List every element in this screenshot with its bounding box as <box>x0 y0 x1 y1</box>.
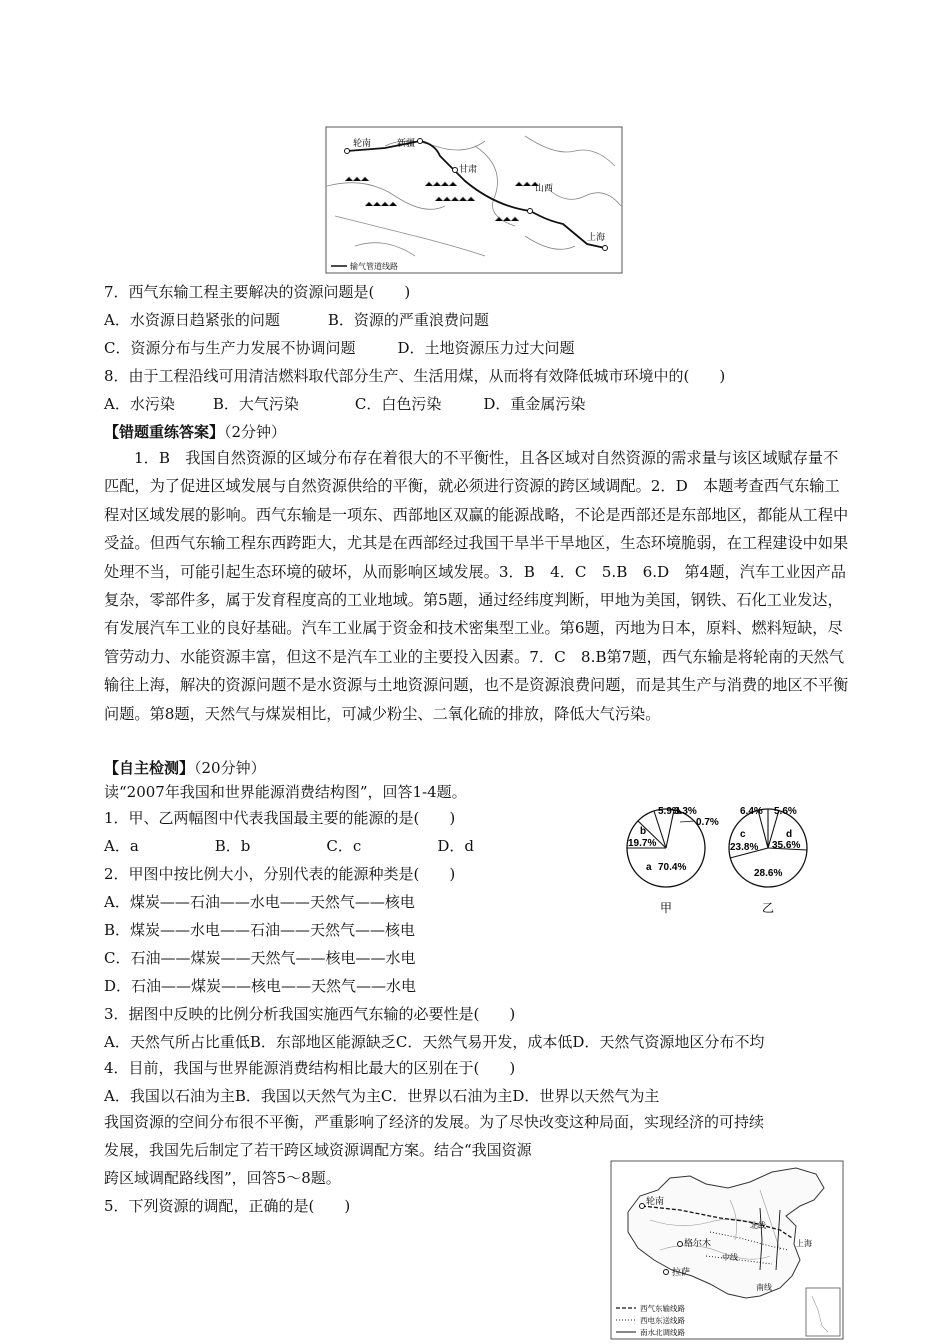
map2-label-shanghai: 上海 <box>796 1239 812 1248</box>
q3-options: A．天然气所占比重低B．东部地区能源缺乏C．天然气易开发，成本低D．天然气资源地区分布不均 <box>104 1033 765 1051</box>
q7-option-c: C．资源分布与生产力发展不协调问题 <box>104 339 356 357</box>
q2-option-d: D．石油——煤炭——核电——天然气——水电 <box>104 977 417 995</box>
map2-label-geermu: 格尔木 <box>684 1238 712 1248</box>
map1-label-shanghai: 上海 <box>587 232 606 242</box>
q1-option-b: B．b <box>214 837 251 855</box>
pie-yi-pct-2: 5.6% <box>774 806 797 817</box>
self-test-heading: 【自主检测】 <box>104 759 195 777</box>
map2-label-lunnan: 轮南 <box>646 1196 665 1206</box>
pie-yi-pct-4: 35.6% <box>772 840 801 851</box>
self-test-time: （20分钟） <box>194 759 266 777</box>
energy-pie-charts <box>622 790 817 920</box>
pie-yi-title: 乙 <box>762 901 775 915</box>
pie-yi-pct-5: 28.6% <box>754 868 783 879</box>
q5-stem: 5．下列资源的调配，正确的是( ) <box>104 1197 351 1215</box>
resource-transfer-map <box>610 1160 844 1340</box>
map1-label-gansu: 甘肃 <box>459 164 478 174</box>
q8-option-d: D．重金属污染 <box>483 395 586 413</box>
q1-stem: 1．甲、乙两幅图中代表我国最主要的能源的是( ) <box>104 809 456 827</box>
map2-legend-water: 南水北调线路 <box>640 1328 685 1337</box>
q2-option-c: C．石油——煤炭——天然气——核电——水电 <box>104 949 416 967</box>
pie-jia-pct-5: 70.4% <box>658 862 687 873</box>
q1-option-d: D．d <box>437 837 474 855</box>
map2-label-nanxian: 南线 <box>756 1283 772 1292</box>
q7-options-row1 <box>104 310 489 330</box>
answers-heading-row <box>104 422 286 442</box>
pie-jia-label-a: a <box>646 862 652 873</box>
q8-option-c: C．白色污染 <box>354 395 442 413</box>
q2-stem: 2．甲图中按比例大小，分别代表的能源种类是( ) <box>104 865 456 883</box>
map2-label-zhongxian: 中线 <box>722 1253 738 1262</box>
pie-yi-label-d: d <box>786 829 793 840</box>
map2-label-beixian: 北线 <box>750 1221 766 1230</box>
map1-label-lunnan: 轮南 <box>353 138 372 148</box>
passage-line-3: 跨区域调配路线图”，回答5～8题。 <box>104 1169 341 1187</box>
pie-yi-pct-1: 6.4% <box>740 806 763 817</box>
pie-jia-label-b: b <box>640 826 647 837</box>
q7-option-a: A．水资源日趋紧张的问题 <box>104 311 280 329</box>
map2-label-lhasa: 拉萨 <box>672 1267 691 1277</box>
map2-legend-gas: 西气东输线路 <box>640 1304 685 1313</box>
pie-yi-label-c: c <box>740 829 746 840</box>
q4-options: A．我国以石油为主B．我国以天然气为主C．世界以石油为主D．世界以天然气为主 <box>104 1087 660 1105</box>
pie-jia-pct-2: 3.3% <box>674 806 697 817</box>
answers-body <box>104 444 850 728</box>
q7-option-d: D．土地资源压力过大问题 <box>397 339 575 357</box>
passage-line-2: 发展，我国先后制定了若干跨区域资源调配方案。结合“我国资源 <box>104 1141 532 1159</box>
map1-label-xinjiang: 新疆 <box>397 138 416 148</box>
q2-option-a: A．煤炭——石油——水电——天然气——核电 <box>104 893 415 911</box>
q7-option-b: B．资源的严重浪费问题 <box>327 311 489 329</box>
pie-jia-pct-1: 5.9% <box>658 806 681 817</box>
q8-stem: 8．由于工程沿线可用清洁燃料取代部分生产、生活用煤，从而将有效降低城市环境中的( ) <box>104 367 726 385</box>
q4-stem: 4．目前，我国与世界能源消费结构相比最大的区别在于( ) <box>104 1059 516 1077</box>
q8-option-a: A．水污染 <box>104 395 175 413</box>
pie-jia-pct-3: 0.7% <box>696 817 719 828</box>
q1-option-a: A．a <box>104 837 139 855</box>
answers-heading: 【错题重练答案】 <box>104 423 225 441</box>
gas-pipeline-map <box>325 126 623 274</box>
self-test-intro: 读“2007年我国和世界能源消费结构图”，回答1-4题。 <box>104 783 467 801</box>
q7-stem: 7．西气东输工程主要解决的资源问题是( ) <box>104 283 411 301</box>
pie-yi-pct-3: 23.8% <box>730 842 759 853</box>
map1-legend: 输气管道线路 <box>350 262 398 271</box>
q8-option-b: B．大气污染 <box>212 395 299 413</box>
passage-line-1: 我国资源的空间分布很不平衡，严重影响了经济的发展。为了尽快改变这种局面，实现经济的可持续 <box>104 1113 765 1131</box>
q1-option-c: C．c <box>326 837 362 855</box>
map1-label-shanxi: 山西 <box>535 183 554 193</box>
answers-time: （2分钟） <box>224 423 287 441</box>
self-test-heading-row <box>104 758 266 778</box>
q2-option-b: B．煤炭——水电——石油——天然气——核电 <box>104 921 416 939</box>
pie-jia-pct-4: 19.7% <box>628 838 657 849</box>
q8-options <box>104 394 585 414</box>
pie-jia-title: 甲 <box>660 901 673 915</box>
answers-paragraph: 1．B 我国自然资源的区域分布存在着很大的不平衡性，且各区域对自然资源的需求量与该区域赋存量不匹配，为了促进区域发展与自然资源供给的平衡，就必须进行资源的跨区域调配。2．D 本题考查西气东输工程对区域发展的影响。西气东输是一项东、西部地区双赢的能源战略，不论是西部还是东部地区，都能从工程中受益。但西气东输工程东西跨距大，尤其是在西部经过我国干旱半干旱地区，生态环境脆弱，在工程建设中如果处理不当，可能引起生态环境的破坏，从而影响区域发展。3．B 4．C 5.B 6.D 第4题，汽车工业因产品复杂，零部件多，属于发育程度高的工业地域。第5题，通过经纬度判断，甲地为美国，钢铁、石化工业发达，有发展汽车工业的良好基础。汽车工业属于资金和技术密集型工业。第6题，丙地为日本，原料、燃料短缺，尽管劳动力、水能资源丰富，但这不是汽车工业的主要投入因素。7．C 8.B第7题，西气东输是将轮南的天然气输往上海，解决的资源问题不是水资源与土地资源问题，也不是资源浪费问题，而是其生产与消费的地区不平衡问题。第8题，天然气与煤炭相比，可减少粉尘、二氧化硫的排放，降低大气污染。 <box>104 449 849 723</box>
map2-legend-power: 西电东送线路 <box>640 1316 685 1325</box>
q7-options-row2 <box>104 338 575 358</box>
q1-options <box>104 836 474 856</box>
q3-stem: 3．据图中反映的比例分析我国实施西气东输的必要性是( ) <box>104 1005 516 1023</box>
